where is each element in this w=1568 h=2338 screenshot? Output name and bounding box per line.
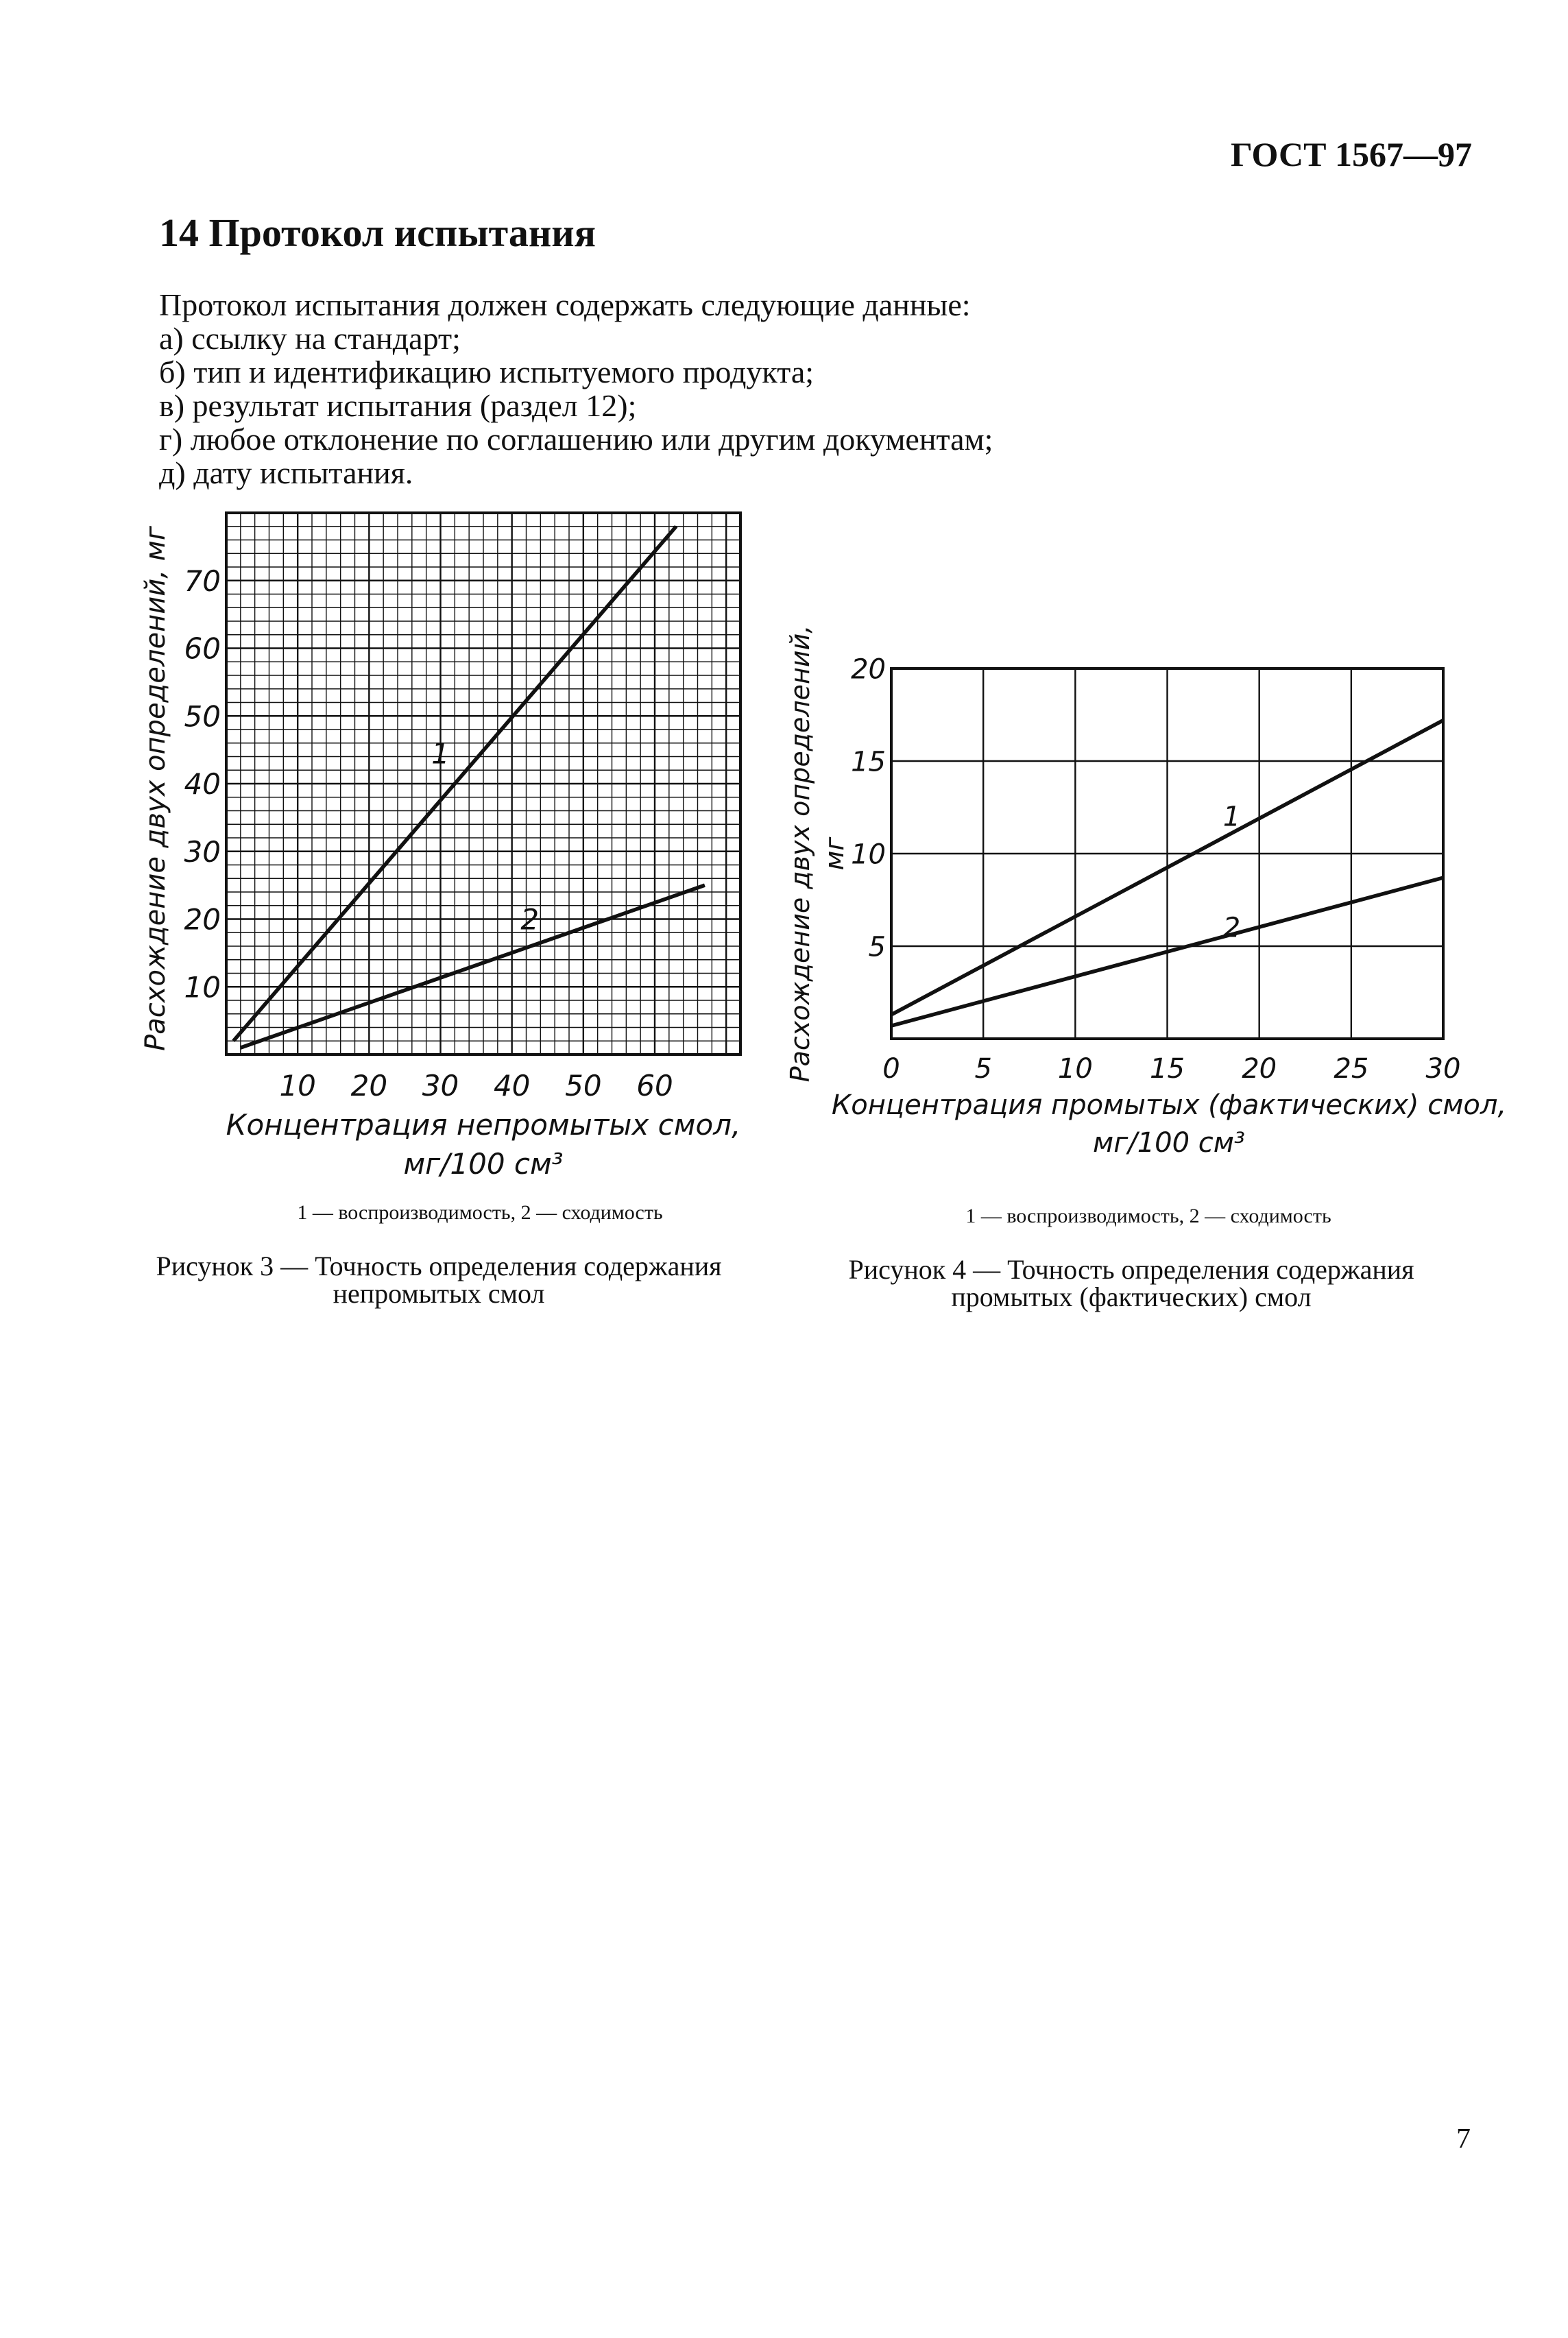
figure-4-tick-labels bbox=[851, 653, 1460, 1085]
figure-4-y-axis-title-line2: мг bbox=[819, 836, 849, 871]
figure-3-x-axis-title-line2: мг/100 см³ bbox=[403, 1147, 564, 1181]
figure-4-x-axis-title-line2: мг/100 см³ bbox=[1093, 1127, 1245, 1159]
y-tick-label: 40 bbox=[184, 767, 221, 802]
figure-4-caption bbox=[823, 1256, 1440, 1311]
document-code: ГОСТ 1567—97 bbox=[1230, 135, 1472, 173]
section-title: 14 Протокол испытания bbox=[159, 210, 596, 255]
x-tick-label: 30 bbox=[1425, 1053, 1461, 1085]
y-tick-label: 20 bbox=[851, 653, 886, 686]
series-label-1: 1 bbox=[431, 736, 450, 771]
y-tick-label: 50 bbox=[184, 699, 221, 734]
figure-4-caption-line2: промытых (фактических) смол bbox=[951, 1281, 1312, 1312]
series-label-1: 1 bbox=[1222, 801, 1241, 833]
x-tick-label: 60 bbox=[636, 1069, 673, 1102]
y-tick-label: 15 bbox=[851, 746, 886, 778]
x-tick-label: 10 bbox=[1057, 1053, 1093, 1085]
list-item: б) тип и идентификацию испытуемого продукта; bbox=[159, 354, 815, 389]
x-tick-label: 20 bbox=[1242, 1053, 1277, 1085]
y-tick-label: 10 bbox=[184, 970, 221, 1004]
y-tick-label: 70 bbox=[184, 564, 221, 598]
y-tick-label: 30 bbox=[184, 834, 221, 869]
figure-4-x-axis-title-line1: Концентрация промытых (фактических) смол, bbox=[831, 1089, 1507, 1121]
page-number: 7 bbox=[1456, 2123, 1471, 2155]
y-tick-label: 5 bbox=[868, 931, 886, 963]
figure-4-legend: 1 — воспроизводимость, 2 — сходимость bbox=[965, 1205, 1331, 1227]
x-tick-label: 25 bbox=[1334, 1053, 1369, 1085]
figure-3-caption-line2: непромытых смол bbox=[333, 1278, 545, 1309]
figure-3-y-axis-title: Расхождение двух определений, мг bbox=[140, 526, 171, 1051]
figure-3-x-axis-title-line1: Концентрация непромытых смол, bbox=[226, 1108, 741, 1142]
x-tick-label: 20 bbox=[350, 1069, 388, 1102]
list-item: а) ссылку на стандарт; bbox=[159, 321, 461, 356]
figure-3-legend: 1 — воспроизводимость, 2 — сходимость bbox=[297, 1201, 663, 1224]
x-tick-label: 0 bbox=[882, 1053, 900, 1085]
section-intro: Протокол испытания должен содержать следующие данные: bbox=[159, 287, 971, 322]
x-tick-label: 50 bbox=[565, 1069, 602, 1102]
figure-4-y-axis-title-line1: Расхождение двух определений, bbox=[785, 625, 815, 1083]
figure-4-caption-line1: Рисунок 4 — Точность определения содержания bbox=[848, 1254, 1414, 1285]
x-tick-label: 40 bbox=[493, 1069, 531, 1102]
list-item: г) любое отклонение по соглашению или другим документам; bbox=[159, 422, 993, 457]
figure-3-caption-line1: Рисунок 3 — Точность определения содержания bbox=[156, 1251, 722, 1281]
y-tick-label: 10 bbox=[851, 839, 886, 871]
list-item: д) дату испытания. bbox=[159, 455, 413, 490]
x-tick-label: 30 bbox=[422, 1069, 459, 1102]
figure-4-grid bbox=[891, 668, 1443, 1039]
series-label-2: 2 bbox=[1222, 912, 1241, 944]
y-tick-label: 20 bbox=[184, 902, 221, 937]
x-tick-label: 15 bbox=[1150, 1053, 1185, 1085]
list-item: в) результат испытания (раздел 12); bbox=[159, 388, 637, 423]
x-tick-label: 10 bbox=[279, 1069, 316, 1102]
series-label-2: 2 bbox=[520, 902, 540, 937]
x-tick-label: 5 bbox=[974, 1053, 992, 1085]
figure-3-caption bbox=[130, 1253, 747, 1307]
y-tick-label: 60 bbox=[184, 631, 221, 666]
